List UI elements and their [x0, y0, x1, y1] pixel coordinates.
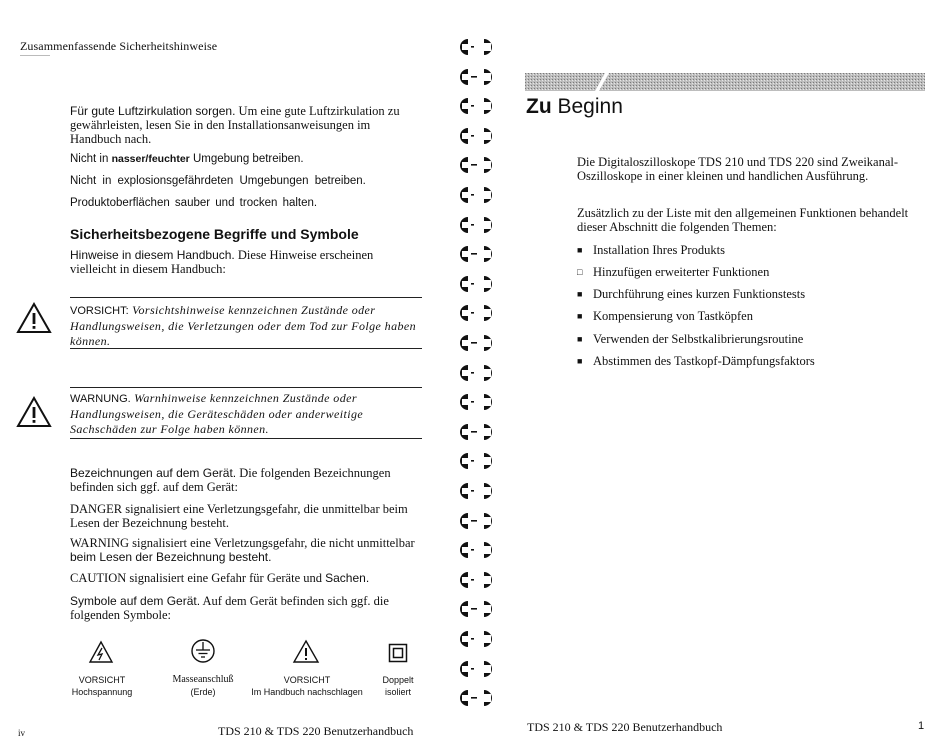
page-number-right: 1: [918, 720, 925, 732]
symbol-caption-high-voltage: [60, 674, 144, 698]
caution-rule-bottom: [70, 348, 422, 349]
wet-bold: nasser/feuchter: [111, 153, 190, 165]
warning-text: Warnhinweise kennzeichnen Zustände oder Handlungsweisen, die Geräteschäden oder anderweitige Sachschäden zur Folge haben können.: [70, 391, 364, 436]
double-insulated-icon: [388, 643, 408, 663]
list-item: [577, 354, 815, 368]
caution-warning-icon: [16, 302, 52, 334]
warning-rule-bottom: [70, 438, 422, 439]
intro-paragraph: Die Digitaloszilloskope TDS 210 und TDS 220 sind Zweikanal-Oszilloskope in einer kleinen und handlichen Ausführung.: [577, 155, 899, 183]
caution-triangle-icon: [292, 639, 320, 664]
symbol-caption-line1: Doppelt: [382, 675, 414, 685]
footer-left: TDS 210 & TDS 220 Benutzerhandbuch: [218, 724, 414, 738]
wet-environment-line: [70, 152, 420, 166]
binding-ring: [452, 66, 504, 88]
binding-ring: [452, 658, 504, 680]
binding-ring: [452, 125, 504, 147]
binding-ring: [452, 302, 504, 324]
binding-ring: [452, 480, 504, 502]
markings-text: Die folgenden Bezeichnungen befinden sich ggf. auf dem Gerät:: [70, 466, 391, 494]
list-item-text: Hinzufügen erweiterter Funktionen: [593, 265, 770, 279]
warning-notice-icon: [16, 396, 52, 428]
caution-def-serif: CAUTION signalisiert eine Gefahr für Geräte und: [70, 571, 322, 585]
terms-paragraph: [70, 248, 420, 276]
warning-def-sans: beim Lesen der Bezeichnung besteht.: [70, 550, 272, 564]
warning-definition: [70, 536, 420, 564]
symbols-intro: [70, 594, 420, 622]
list-item: [577, 265, 769, 279]
running-head: Zusammenfassende Sicherheitshinweise: [20, 39, 218, 53]
binding-ring: [452, 362, 504, 384]
running-head-rule: [20, 55, 50, 56]
list-item-text: Installation Ihres Produkts: [593, 243, 725, 257]
caution-rule-top: [70, 297, 422, 298]
symbol-caption-line2: Im Handbuch nachschlagen: [251, 687, 363, 697]
warning-notice: [70, 391, 422, 437]
binding-ring: [452, 569, 504, 591]
airflow-text: Um eine gute Luftzirkulation zu gewährleisten, lesen Sie in den Installationsanweisungen im Handbuch nach.: [70, 104, 400, 146]
bullet-square-icon: ■: [577, 311, 583, 321]
binding-ring: [452, 184, 504, 206]
chapter-header-bar: [525, 73, 925, 91]
symbol-caption-line2: (Erde): [190, 687, 216, 697]
chapter-title-rest: Beginn: [551, 95, 623, 118]
bullet-square-icon: ■: [577, 334, 583, 344]
binding-ring: [452, 391, 504, 413]
binding-ring: [452, 628, 504, 650]
symbol-caption-line1: Masseanschluß: [172, 674, 234, 685]
binding-ring: [452, 273, 504, 295]
bullet-square-icon: ■: [577, 356, 583, 366]
markings-paragraph: [70, 466, 420, 494]
danger-definition: DANGER signalisiert eine Verletzungsgefahr, die unmittelbar beim Lesen der Bezeichnung besteht.: [70, 502, 408, 530]
symbols-lead: Symbole auf dem Gerät.: [70, 594, 201, 608]
warning-def-serif: WARNING signalisiert eine Verletzungsgefahr, die nicht unmittelbar: [70, 536, 415, 550]
airflow-lead: Für gute Luftzirkulation sorgen.: [70, 104, 236, 118]
wet-after: Umgebung betreiben.: [192, 153, 304, 165]
symbol-caption-ground: [160, 674, 246, 698]
list-item-text: Abstimmen des Tastkopf-Dämpfungsfaktors: [593, 354, 815, 368]
terms-lead: Hinweise in diesem Handbuch.: [70, 248, 235, 262]
list-item-text: Verwenden der Selbstkalibrierungsroutine: [593, 332, 804, 346]
caution-definition: [70, 571, 420, 585]
bullet-square-icon: ■: [577, 289, 583, 299]
list-item: [577, 332, 803, 346]
section-heading: Sicherheitsbezogene Begriffe und Symbole: [70, 226, 359, 242]
airflow-paragraph: [70, 104, 420, 146]
caution-notice: [70, 303, 422, 349]
list-item: [577, 243, 725, 257]
list-item-text: Durchführung eines kurzen Funktionstests: [593, 287, 806, 301]
binding-ring: [452, 598, 504, 620]
caution-def-sans: Sachen.: [325, 571, 370, 585]
explosive-line: Nicht in explosionsgefährdeten Umgebungen betreiben.: [70, 175, 366, 187]
symbol-caption-line1: VORSICHT: [283, 675, 331, 685]
symbol-caption-line2: Hochspannung: [71, 687, 133, 697]
bullet-square-icon: ■: [577, 245, 583, 255]
symbol-caption-double-insulated: [370, 674, 426, 698]
binding-ring: [452, 95, 504, 117]
clean-surfaces-line: Produktoberflächen sauber und trocken halten.: [70, 197, 318, 209]
warning-tag: WARNUNG.: [70, 393, 131, 405]
chapter-title: [526, 95, 623, 119]
high-voltage-triangle-icon: [88, 640, 114, 664]
binding-ring: [452, 510, 504, 532]
terms-text: Diese Hinweise erscheinen vielleicht in diesem Handbuch:: [70, 248, 374, 276]
list-item: [577, 287, 805, 301]
page-number-left: iv: [18, 728, 26, 738]
chapter-title-bold: Zu: [526, 95, 552, 118]
symbol-caption-caution: [246, 674, 368, 698]
warning-rule-top: [70, 387, 422, 388]
binding-ring: [452, 687, 504, 709]
intro-paragraph-2: Zusätzlich zu der Liste mit den allgemeinen Funktionen behandelt dieser Abschnitt die folgenden Themen:: [577, 206, 909, 234]
binding-ring: [452, 243, 504, 265]
binding-ring: [452, 36, 504, 58]
markings-lead: Bezeichnungen auf dem Gerät.: [70, 466, 237, 480]
footer-right: TDS 210 & TDS 220 Benutzerhandbuch: [527, 720, 723, 734]
wet-before: Nicht in: [70, 153, 109, 165]
ground-terminal-icon: [190, 638, 216, 664]
binding-ring: [452, 421, 504, 443]
bullet-hollow-square-icon: □: [577, 267, 583, 277]
binding-ring: [452, 154, 504, 176]
list-item: [577, 309, 753, 323]
symbols-text: Auf dem Gerät befinden sich ggf. die folgenden Symbole:: [70, 594, 389, 622]
binding-ring: [452, 450, 504, 472]
caution-text: Vorsichtshinweise kennzeichnen Zustände oder Handlungsweisen, die Verletzungen oder dem Tod zur Folge haben können.: [70, 303, 416, 348]
binding-ring: [452, 332, 504, 354]
symbol-caption-line1: VORSICHT: [78, 675, 126, 685]
list-item-text: Kompensierung von Tastköpfen: [593, 309, 753, 323]
caution-tag: VORSICHT:: [70, 305, 129, 317]
symbol-caption-line2: isoliert: [384, 687, 411, 697]
binding-ring: [452, 214, 504, 236]
binding-ring: [452, 539, 504, 561]
